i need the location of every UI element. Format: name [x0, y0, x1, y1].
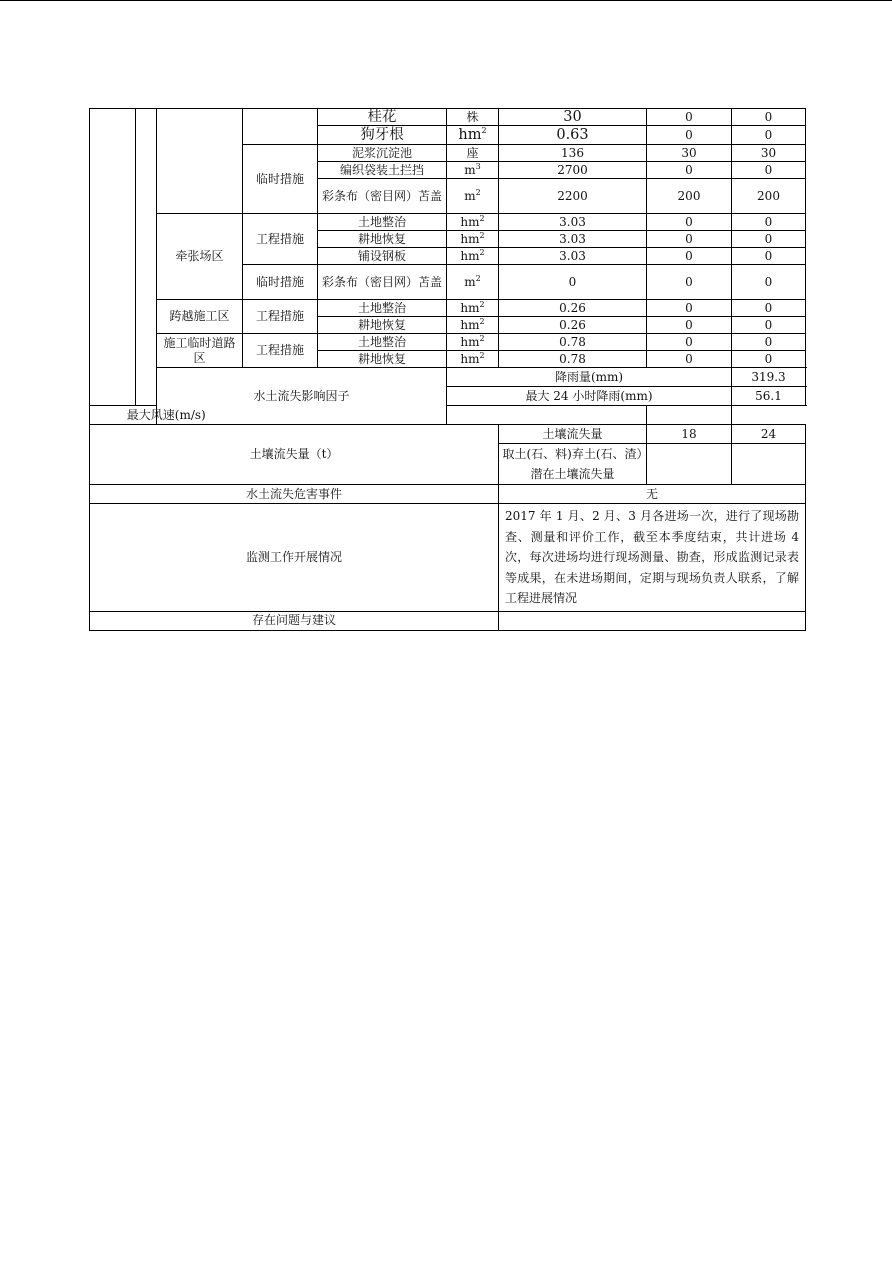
value-a-cell: 0 — [647, 351, 732, 368]
value-b-cell: 0 — [732, 265, 806, 300]
value-a-cell: 30 — [647, 145, 732, 162]
zone-cell: 牵张场区 — [157, 214, 243, 300]
value-b-cell: 200 — [732, 179, 806, 214]
value-a-cell: 0 — [647, 317, 732, 334]
quantity-cell: 0.26 — [499, 300, 647, 317]
unit-cell: 座 — [447, 145, 499, 162]
measure-cell: 泥浆沉淀池 — [318, 145, 447, 162]
quantity-cell: 2200 — [499, 179, 647, 214]
max-wind-value — [447, 406, 647, 425]
blank-type-cell — [243, 109, 318, 145]
soil-loss-row1-b: 24 — [732, 425, 806, 444]
max-wind-label: 最大风速(m/s) — [90, 406, 243, 425]
value-b-cell: 0 — [732, 231, 806, 248]
issues-value — [499, 611, 806, 630]
measure-cell: 耕地恢复 — [318, 317, 447, 334]
unit-cell: $hm^2$ — [447, 214, 499, 231]
quantity-cell: 30 — [499, 109, 647, 126]
value-b-cell: 30 — [732, 145, 806, 162]
value-b-cell: 0 — [732, 162, 806, 179]
table-row — [90, 425, 806, 444]
value-a-cell: 0 — [647, 109, 732, 126]
max24-rain-value: 56.1 — [732, 387, 806, 406]
max-wind-value-b — [647, 406, 732, 425]
monitoring-report-table — [89, 108, 806, 631]
measure-cell: 土地整治 — [318, 214, 447, 231]
unit-cell: $m^2$ — [447, 179, 499, 214]
measure-type-cell: 临时措施 — [243, 145, 318, 214]
unit-cell: $hm^2$ — [447, 334, 499, 351]
value-a-cell: 0 — [647, 248, 732, 265]
measure-type-cell: 工程措施 — [243, 214, 318, 265]
value-b-cell: 0 — [732, 317, 806, 334]
table-row — [90, 406, 806, 425]
blank-zone-cell — [157, 109, 243, 214]
soil-loss-row2-b — [732, 444, 806, 485]
rainfall-value: 319.3 — [732, 368, 806, 387]
zone-cell: 施工临时道路区 — [157, 334, 243, 368]
measure-type-cell: 工程措施 — [243, 334, 318, 368]
measure-type-cell: 工程措施 — [243, 300, 318, 334]
value-b-cell: 0 — [732, 334, 806, 351]
quantity-cell: 0.78 — [499, 334, 647, 351]
measure-cell: 狗牙根 — [318, 126, 447, 145]
measure-cell: 土地整治 — [318, 300, 447, 317]
soil-loss-row2-a — [647, 444, 732, 485]
soil-loss-row1-label: 土壤流失量 — [499, 425, 647, 444]
value-a-cell: 0 — [647, 214, 732, 231]
measure-cell: 铺设钢板 — [318, 248, 447, 265]
quantity-cell: 0.26 — [499, 317, 647, 334]
unit-cell: $hm^2$ — [447, 231, 499, 248]
value-a-cell: 200 — [647, 179, 732, 214]
max24-rain-label: 最大 24 小时降雨(mm) — [447, 387, 732, 406]
value-b-cell: 0 — [732, 248, 806, 265]
value-b-cell: 0 — [732, 126, 806, 145]
measure-cell: 耕地恢复 — [318, 231, 447, 248]
table-row — [90, 485, 806, 504]
unit-cell: $hm^2$ — [447, 248, 499, 265]
unit-cell: $m^2$ — [447, 265, 499, 300]
table-row — [90, 300, 806, 317]
value-a-cell: 0 — [647, 265, 732, 300]
quantity-cell: 0.63 — [499, 126, 647, 145]
blank-col-1 — [90, 109, 136, 406]
value-b-cell: 0 — [732, 214, 806, 231]
measure-cell: 彩条布（密目网）苫盖 — [318, 179, 447, 214]
unit-cell: $hm^2$ — [447, 300, 499, 317]
quantity-cell: 3.03 — [499, 214, 647, 231]
zone-cell: 跨越施工区 — [157, 300, 243, 334]
measure-cell: 桂花 — [318, 109, 447, 126]
value-a-cell: 0 — [647, 162, 732, 179]
issues-label: 存在问题与建议 — [90, 611, 499, 630]
unit-cell: $hm^2$ — [447, 317, 499, 334]
value-b-cell: 0 — [732, 300, 806, 317]
soil-loss-row2-label: 取土(石、料)弃土(石、渣）潜在土壤流失量 — [499, 444, 647, 485]
hazard-label: 水土流失危害事件 — [90, 485, 499, 504]
table-row — [90, 334, 806, 351]
measure-cell: 土地整治 — [318, 334, 447, 351]
value-a-cell: 0 — [647, 126, 732, 145]
value-b-cell: 0 — [732, 351, 806, 368]
page-top-rule — [0, 0, 892, 1]
quantity-cell: 136 — [499, 145, 647, 162]
measure-type-cell: 临时措施 — [243, 265, 318, 300]
table-row — [90, 109, 806, 126]
blank-col-2 — [136, 109, 157, 406]
factors-label: 水土流失影响因子 — [157, 368, 447, 425]
quantity-cell: 3.03 — [499, 231, 647, 248]
quantity-cell: 0.78 — [499, 351, 647, 368]
value-a-cell: 0 — [647, 231, 732, 248]
value-a-cell: 0 — [647, 334, 732, 351]
measure-cell: 耕地恢复 — [318, 351, 447, 368]
soil-loss-row1-a: 18 — [647, 425, 732, 444]
quantity-cell: 2700 — [499, 162, 647, 179]
table-row — [90, 611, 806, 630]
table-row — [90, 504, 806, 612]
monitoring-value: 2017 年 1 月、2 月、3 月各进场一次，进行了现场勘查、测量和评价工作，截至本季度结束，共计进场 4 次，每次进场均进行现场测量、勘查，形成监测记录表等成果，在未进场期间，定期与现场负责人联系，了解工程进展情况 — [499, 504, 806, 612]
unit-cell: $m^3$ — [447, 162, 499, 179]
measure-cell: 编织袋装土拦挡 — [318, 162, 447, 179]
unit-cell: $hm^2$ — [447, 126, 499, 145]
measure-cell: 彩条布（密目网）苫盖 — [318, 265, 447, 300]
hazard-value: 无 — [499, 485, 806, 504]
soil-loss-label: 土壤流失量（t） — [90, 425, 499, 485]
table-row — [90, 368, 806, 387]
quantity-cell: 0 — [499, 265, 647, 300]
unit-cell: 株 — [447, 109, 499, 126]
rainfall-label: 降雨量(mm) — [447, 368, 732, 387]
quantity-cell: 3.03 — [499, 248, 647, 265]
monitoring-label: 监测工作开展情况 — [90, 504, 499, 612]
unit-cell: $hm^2$ — [447, 351, 499, 368]
value-a-cell: 0 — [647, 300, 732, 317]
value-b-cell: 0 — [732, 109, 806, 126]
table-row — [90, 214, 806, 231]
